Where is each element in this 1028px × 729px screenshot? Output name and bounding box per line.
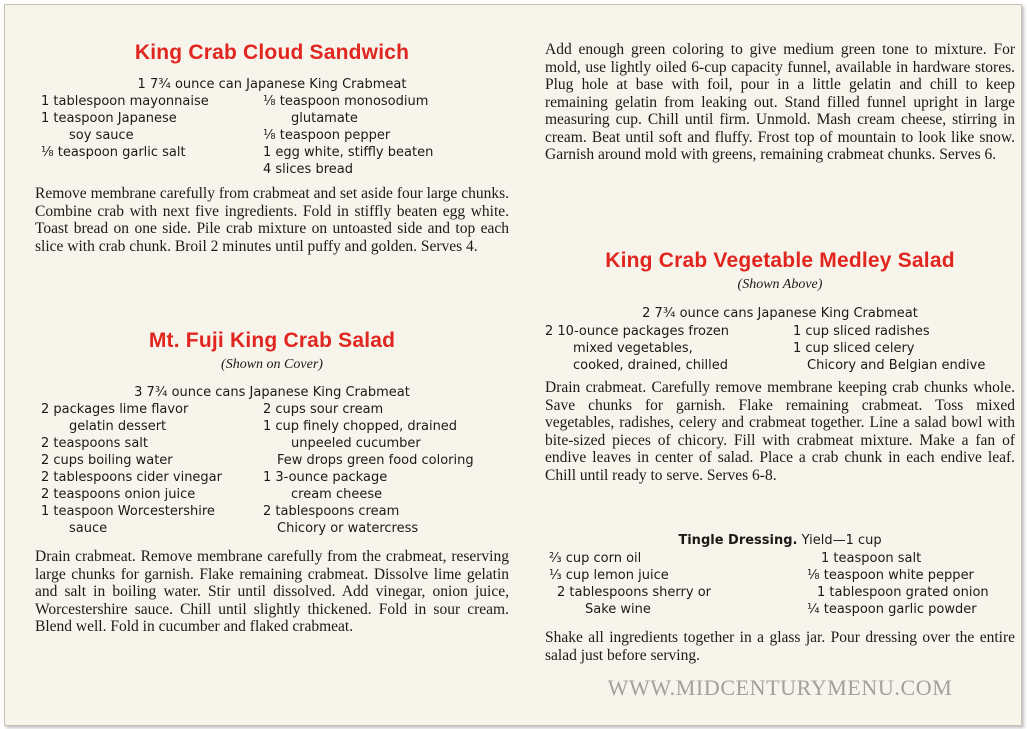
ingredient: cream cheese — [291, 487, 383, 502]
recipe-title-vegetable-medley: King Crab Vegetable Medley Salad — [605, 249, 955, 272]
recipe-subtitle: (Shown Above) — [737, 277, 823, 292]
ingredient: 1 egg white, stiffly beaten — [263, 145, 434, 160]
recipe-title-cloud-sandwich: King Crab Cloud Sandwich — [134, 41, 410, 64]
ingredient: 2 tablespoons cream — [263, 504, 400, 519]
ingredient: 2 10-ounce packages frozen — [545, 324, 730, 339]
ingredient: ⅔ cup corn oil — [549, 551, 642, 566]
ingredient: Sake wine — [585, 602, 651, 617]
ingredient: 1 cup sliced radishes — [793, 324, 930, 339]
ingredient: 1 cup finely chopped, drained — [263, 419, 458, 434]
ingredient: 1 cup sliced celery — [793, 341, 915, 356]
ingredients-left — [41, 401, 222, 537]
ingredient: glutamate — [291, 111, 358, 126]
dressing-ingredients-left — [549, 550, 711, 618]
main-ingredient: 3 7¾ ounce cans Japanese King Crabmeat — [134, 385, 410, 400]
recipe-directions: Drain crabmeat. Carefully remove membrane keeping crab chunks whole. Save chunks for garnish. Flake remaining crabmeat. Toss mixed vegetables, radishes, celery and crabmeat together. Line a salad bowl with bite-sized pieces of chicory. Fill with crabmeat mixture. Make a fan of endive leaves in center of salad. Place a crab chunk in each endive leaf. Chill until ready to serve. Serves 6-8. — [545, 379, 1015, 484]
ingredient: 2 cups boiling water — [41, 453, 173, 468]
ingredient: 1 teaspoon salt — [821, 551, 922, 566]
ingredient: 1 teaspoon Japanese — [41, 111, 177, 126]
dressing-title: Tingle Dressing. — [678, 533, 798, 548]
ingredient: gelatin dessert — [69, 419, 167, 434]
ingredient: 2 cups sour cream — [263, 402, 384, 417]
ingredients-right — [263, 93, 433, 178]
dressing-yield: Yield—1 cup — [801, 533, 882, 548]
ingredient: cooked, drained, chilled — [573, 358, 729, 373]
ingredient: mixed vegetables, — [573, 341, 693, 356]
ingredient: Few drops green food coloring — [277, 453, 474, 468]
ingredient: unpeeled cucumber — [291, 436, 421, 451]
dressing-heading — [545, 533, 1015, 548]
dressing-ingredients-right — [807, 550, 989, 618]
recipe-directions: Drain crabmeat. Remove membrane carefully from the crabmeat, reserving large chunks for garnish. Flake remaining crabmeat. Dissolve lime gelatin and salt in boiling water. Stir until dissolved. Add vinegar, onion juice, Worcestershire sauce. Chill until slightly thickened. Fold in sour cream. Blend well. Fold in cucumber and flaked crabmeat. — [35, 548, 509, 635]
recipe-subtitle: (Shown on Cover) — [221, 357, 323, 372]
dressing-directions: Shake all ingredients together in a glass jar. Pour dressing over the entire salad just before serving. — [545, 629, 1015, 664]
ingredient: 2 teaspoons salt — [41, 436, 148, 451]
main-ingredient: 1 7¾ ounce can Japanese King Crabmeat — [137, 77, 407, 92]
ingredient: ⅛ teaspoon garlic salt — [41, 145, 186, 160]
ingredient: ⅛ teaspoon white pepper — [807, 568, 974, 583]
ingredient: 2 tablespoons sherry or — [557, 585, 712, 600]
recipe-title-mt-fuji-salad: Mt. Fuji King Crab Salad — [148, 329, 396, 352]
ingredients-right — [263, 401, 474, 537]
ingredient: Chicory and Belgian endive — [807, 358, 986, 373]
ingredient: soy sauce — [69, 128, 134, 143]
ingredient: ⅛ teaspoon pepper — [263, 128, 391, 143]
ingredients-left — [41, 93, 209, 161]
ingredient: 4 slices bread — [263, 162, 353, 177]
ingredient: 2 tablespoons cider vinegar — [41, 470, 222, 485]
main-ingredient: 2 7¾ ounce cans Japanese King Crabmeat — [642, 306, 918, 321]
ingredient: Chicory or watercress — [277, 521, 419, 536]
ingredient: 1 teaspoon Worcestershire — [41, 504, 215, 519]
ingredient: 1 tablespoon mayonnaise — [41, 94, 209, 109]
recipe-directions: Remove membrane carefully from crabmeat and set aside four large chunks. Combine crab with next five ingredients. Fold in stiffly beaten egg white. Toast bread on one side. Pile crab mixture on untoasted side and top each slice with crab chunk. Broil 2 minutes until puffy and golden. Serves 4. — [35, 185, 509, 255]
ingredient: 1 tablespoon grated onion — [817, 585, 989, 600]
ingredients-right — [793, 323, 985, 374]
ingredient: sauce — [69, 521, 108, 536]
ingredient: ¼ teaspoon garlic powder — [807, 602, 977, 617]
ingredient: ⅓ cup lemon juice — [549, 568, 669, 583]
recipe-page — [4, 4, 1022, 726]
ingredient: 2 teaspoons onion juice — [41, 487, 196, 502]
ingredients-left — [545, 323, 729, 374]
ingredient: ⅛ teaspoon monosodium — [263, 94, 429, 109]
website-watermark: WWW.MIDCENTURYMENU.COM — [607, 675, 953, 700]
recipe-directions-continued: Add enough green coloring to give medium green tone to mixture. For mold, use lightly oiled 6-cup capacity funnel, available in hardware stores. Plug hole at base with foil, pour in a little gelatin and chill to keep remaining gelatin from leaking out. Stand filled funnel upright in large measuring cup. Chill until firm. Unmold. Mash cream cheese, stirring in cream. Beat until soft and fluffy. Frost top of mountain to look like snow. Garnish around mold with greens, remaining crabmeat chunks. Serves 6. — [545, 41, 1015, 163]
ingredient: 1 3-ounce package — [263, 470, 388, 485]
ingredient: 2 packages lime flavor — [41, 402, 189, 417]
